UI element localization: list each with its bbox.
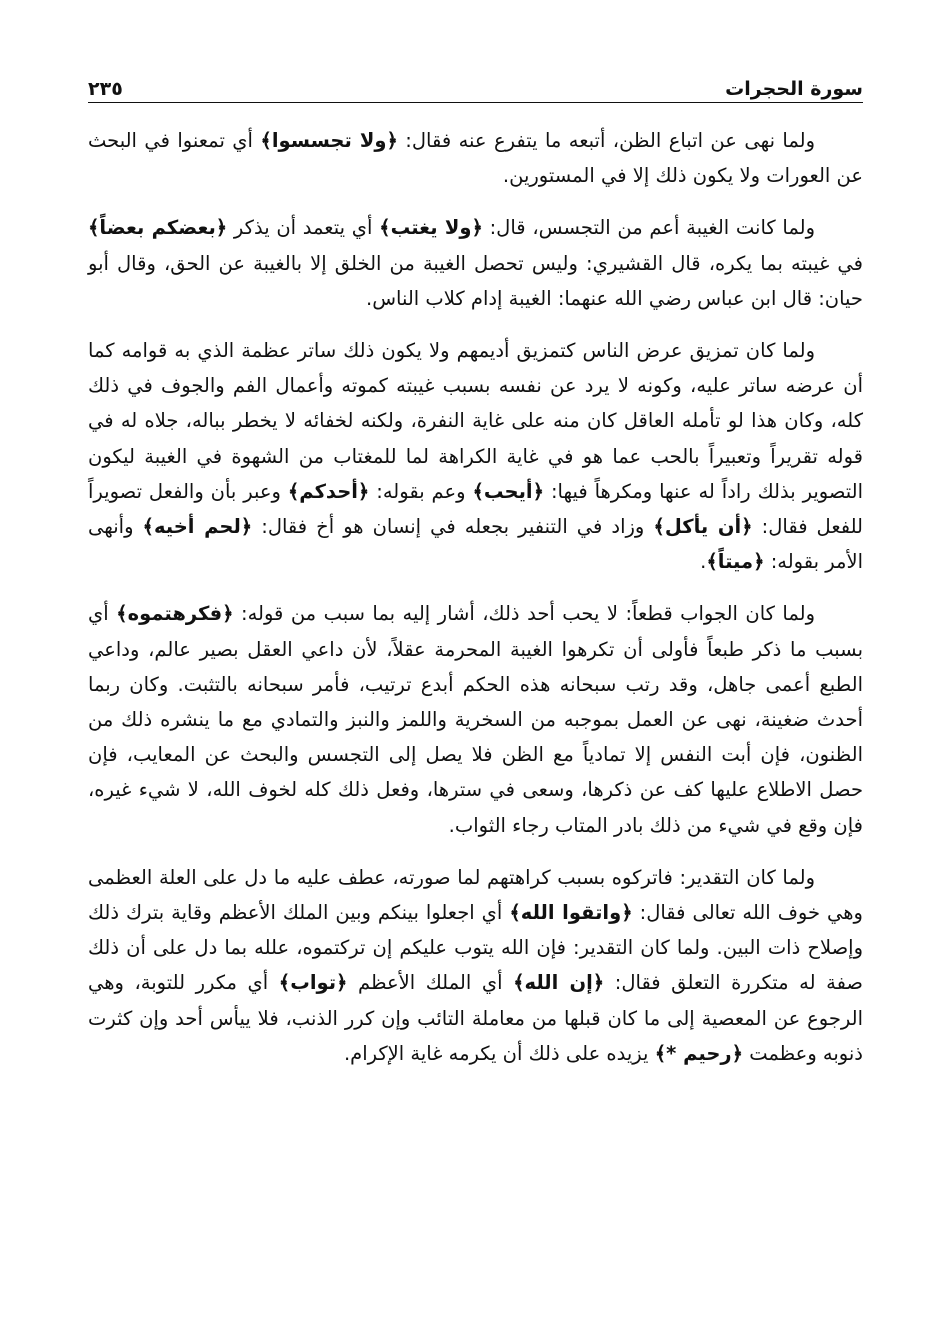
text-segment: أي الملك الأعظم xyxy=(347,971,514,995)
quran-quote: ﴿أيحب﴾ xyxy=(472,479,545,503)
text-segment: ولما كان الجواب قطعاً: لا يحب أحد ذلك، أشار إليه بما سبب من قوله: xyxy=(233,602,815,626)
quran-quote: ﴿رحيم *﴾ xyxy=(654,1041,744,1065)
page-number: ٢٣٥ xyxy=(88,78,123,100)
paragraph xyxy=(88,860,863,1071)
quran-quote: ﴿ميتاً﴾ xyxy=(706,550,765,574)
quran-quote: ﴿لحم أخيه﴾ xyxy=(142,515,253,539)
text-segment: أي مكرر للتوبة، وهي الرجوع عن المعصية إلى ما كان قبلها من معاملة التائب وإن كرر الذنب، فلا ييأس أحد وإن كثرت ذنوبه وعظمت xyxy=(88,971,863,1065)
paragraph xyxy=(88,333,863,579)
text-segment: وعبر بأن والفعل تصويراً للفعل فقال: xyxy=(88,479,863,539)
text-segment: وعم بقوله: xyxy=(369,479,473,503)
text-segment: وزاد في التنفير بجعله في إنسان هو أخ فقال: xyxy=(252,515,654,539)
surah-title: سورة الحجرات xyxy=(725,78,863,100)
text-segment: ولما كان التقدير: فاتركوه بسبب كراهتهم لما صورته، عطف عليه ما دل على العلة العظمى وهي خوف الله تعالى فقال: xyxy=(88,865,863,925)
text-segment: ولما كانت الغيبة أعم من التجسس، قال: xyxy=(482,216,815,240)
text-segment: يزيده على ذلك أن يكرمه غاية الإكرام. xyxy=(343,1041,655,1065)
paragraph xyxy=(88,596,863,842)
quran-quote: ﴿تواب﴾ xyxy=(278,971,348,995)
text-segment: وأنهى الأمر بقوله: xyxy=(88,515,863,574)
quran-quote: ﴿أحدكم﴾ xyxy=(287,479,370,503)
book-page xyxy=(88,70,863,1071)
quran-quote: ﴿واتقوا الله﴾ xyxy=(509,901,633,925)
text-segment: . xyxy=(700,550,707,574)
quran-quote: ﴿أن يأكل﴾ xyxy=(653,515,753,539)
page-header xyxy=(88,70,863,103)
quran-quote: ﴿ولا يغتب﴾ xyxy=(379,216,483,240)
quran-quote: ﴿إن الله﴾ xyxy=(513,971,605,995)
text-segment: أي تمعنوا في البحث عن العورات ولا يكون ذلك إلا في المستورين. xyxy=(88,129,863,188)
text-segment: ولما كان تمزيق عرض الناس كتمزيق أديمهم ولا يكون ذلك ساتر عظمة الذي به قوامه كما أن عرضه ساتر عليه، وكونه لا يرد عن نفسه بسبب غيبته كموته وأعمال الفم والجوف في ذلك كله، وكان هذا لو تأمله العاقل كان منه على غاية النفرة، ولكنه لخفائه لا يخطر بباله، جلاه له في قوله تقريراً وتعبيراً بالحب عما هو في غاية الكراهة لما للمغتاب من الشهوة في الغيبة ليكون التصوير بذلك راداً له عنها ومكرهاً فيها: xyxy=(88,339,863,503)
page-body xyxy=(88,123,863,1071)
paragraph xyxy=(88,123,863,193)
quran-quote: ﴿بعضكم بعضاً﴾ xyxy=(88,216,228,240)
text-segment: أي بسبب ما ذكر طبعاً فأولى أن تكرهوا الغيبة المحرمة عقلاً، لأن داعي العقل بصير عالم، وداعي الطبع أعمى جاهل، وقد رتب سبحانه هذه الحكم أبدع ترتيب، فأمر سبحانه بالتثبت. وكان ربما أحدث ضغينة، نهى عن العمل بموجبه من السخرية واللمز والنبز والتمادي مع ما ينشره ذلك من الظنون، فإن أبت النفس إلا تمادياً مع الظن فلا يصل إلى التجسس والبحث عن المعايب، فإن حصل الاطلاع عليها كف عن ذكرها، وسعى في سترها، وفعل ذلك كله لخوف الله، لا شيء غيره، فإن وقع في شيء من ذلك بادر المتاب رجاء الثواب. xyxy=(88,602,863,837)
text-segment: أي اجعلوا بينكم وبين الملك الأعظم وقاية بترك ذلك وإصلاح ذات البين. ولما كان التقدير: فإن الله يتوب عليكم إن تركتموه، علله بما دل على أن ذلك صفة له متكررة التعلق فقال: xyxy=(88,901,863,995)
paragraph xyxy=(88,210,863,316)
quran-quote: ﴿فكرهتموه﴾ xyxy=(116,602,234,626)
text-segment: في غيبته بما يكره، قال القشيري: وليس تحصل الغيبة من الخلق إلا بالغيبة عن الحق، وقال أبو حيان: قال ابن عباس رضي الله عنهما: الغيبة إدام كلاب الناس. xyxy=(88,251,863,310)
text-segment: ولما نهى عن اتباع الظن، أتبعه ما يتفرع عنه فقال: xyxy=(397,129,815,152)
quran-quote: ﴿ولا تجسسوا﴾ xyxy=(260,129,398,152)
text-segment: أي يتعمد أن يذكر xyxy=(227,216,380,240)
